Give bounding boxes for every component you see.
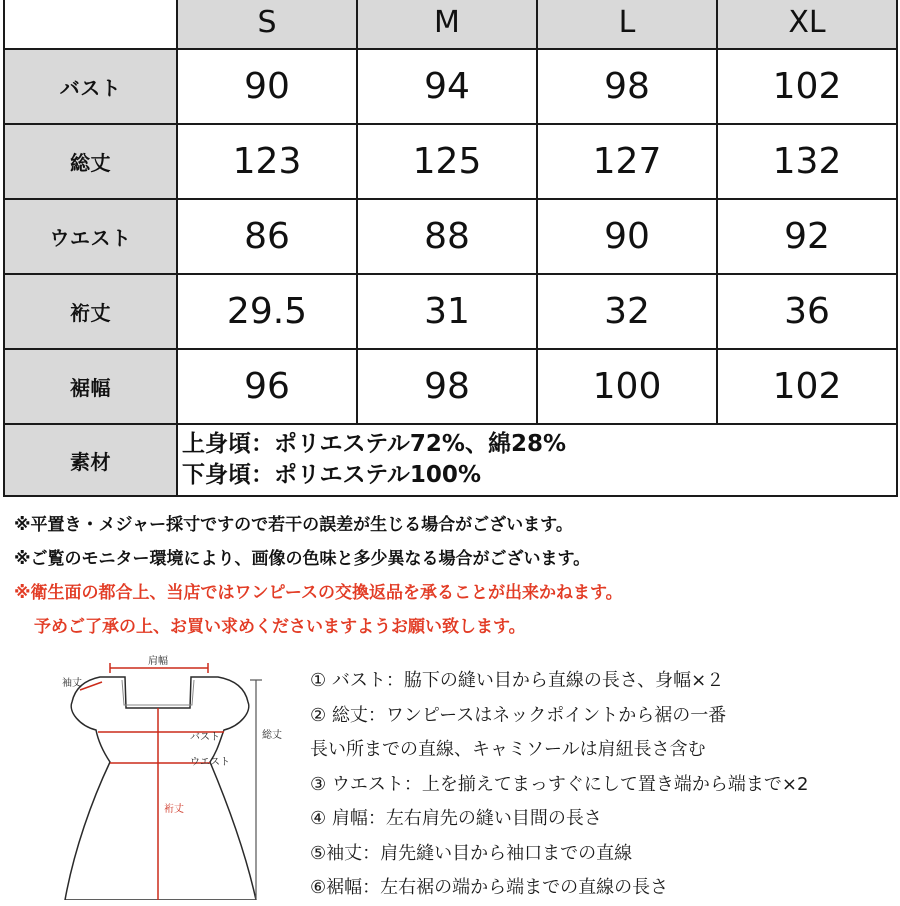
measurement-guide [310, 664, 895, 906]
material-line-upper: 上身頃：ポリエステル72%、綿28% [182, 431, 567, 457]
table-cell: 132 [717, 124, 897, 199]
table-cell: 92 [717, 199, 897, 274]
table-cell: 31 [357, 274, 537, 349]
row-label-total-length: 総丈 [4, 124, 177, 199]
table-row-bust [4, 49, 897, 124]
table-cell: 125 [357, 124, 537, 199]
material-line-lower: 下身頃：ポリエステル100% [182, 462, 481, 488]
diagram-label-length: 総丈 [262, 730, 282, 741]
table-row-yuki [4, 274, 897, 349]
diagram-label-sleeve: 袖丈 [62, 678, 82, 689]
measurement-diagram [40, 650, 300, 900]
table-row-waist [4, 199, 897, 274]
dress-outline [65, 677, 256, 900]
row-label-waist: ウエスト [4, 199, 177, 274]
size-header-s: S [177, 0, 357, 49]
diagram-label-bust: バスト [190, 732, 220, 743]
row-label-bust: バスト [4, 49, 177, 124]
warning-acknowledge: 予めご了承の上、お買い求めくださいますようお願い致します。 [34, 617, 526, 637]
warning-no-returns: ※衛生面の都合上、当店ではワンピースの交換返品を承ることが出来かねます。 [14, 583, 623, 603]
guide-line-shoulder: ④ 肩幅：左右肩先の縫い目間の長さ [310, 808, 602, 829]
table-cell: 36 [717, 274, 897, 349]
table-cell: 90 [177, 49, 357, 124]
material-description [177, 424, 897, 496]
table-cell: 98 [357, 349, 537, 424]
guide-line-hem: ⑥裾幅：左右裾の端から端までの直線の長さ [310, 877, 669, 898]
note-measurement-error: ※平置き・メジャー採寸ですので若干の誤差が生じる場合がございます。 [14, 515, 573, 535]
diagram-label-shoulder: 肩幅 [148, 656, 168, 667]
size-header-l: L [537, 0, 717, 49]
note-monitor-color: ※ご覧のモニター環境により、画像の色味と多少異なる場合がございます。 [14, 549, 591, 569]
guide-line-waist: ③ ウエスト：上を揃えてまっすぐにして置き端から端まで×2 [310, 773, 809, 795]
table-cell: 90 [537, 199, 717, 274]
table-cell: 86 [177, 199, 357, 274]
row-label-hem-width: 裾幅 [4, 349, 177, 424]
row-label-yuki: 裄丈 [4, 274, 177, 349]
guide-line-total-length: ② 総丈：ワンピースはネックポイントから裾の一番 [310, 704, 727, 726]
diagram-label-waist: ウエスト [190, 757, 230, 768]
guide-line-sleeve: ⑤袖丈：肩先縫い目から袖口までの直線 [310, 842, 633, 864]
table-cell: 94 [357, 49, 537, 124]
notes-section [14, 508, 894, 644]
table-row-total-length [4, 124, 897, 199]
size-header-row [4, 0, 897, 49]
table-cell: 127 [537, 124, 717, 199]
size-header-m: M [357, 0, 537, 49]
table-cell: 100 [537, 349, 717, 424]
neckline-inner [122, 680, 194, 705]
table-cell: 102 [717, 49, 897, 124]
table-row-material [4, 424, 897, 496]
size-header-xl: XL [717, 0, 897, 49]
table-corner-cell [4, 0, 177, 49]
guide-line-total-length-cont: 長い所までの直線、キャミソールは肩紐長さ含む [310, 739, 706, 760]
row-label-material: 素材 [4, 424, 177, 496]
table-cell: 29.5 [177, 274, 357, 349]
table-cell: 96 [177, 349, 357, 424]
table-cell: 32 [537, 274, 717, 349]
table-cell: 88 [357, 199, 537, 274]
size-chart-table [3, 0, 898, 497]
diagram-label-yuki: 裄丈 [164, 804, 184, 815]
table-row-hem-width [4, 349, 897, 424]
table-cell: 98 [537, 49, 717, 124]
table-cell: 123 [177, 124, 357, 199]
guide-line-bust: ① バスト：脇下の縫い目から直線の長さ、身幅×２ [310, 670, 725, 691]
table-cell: 102 [717, 349, 897, 424]
